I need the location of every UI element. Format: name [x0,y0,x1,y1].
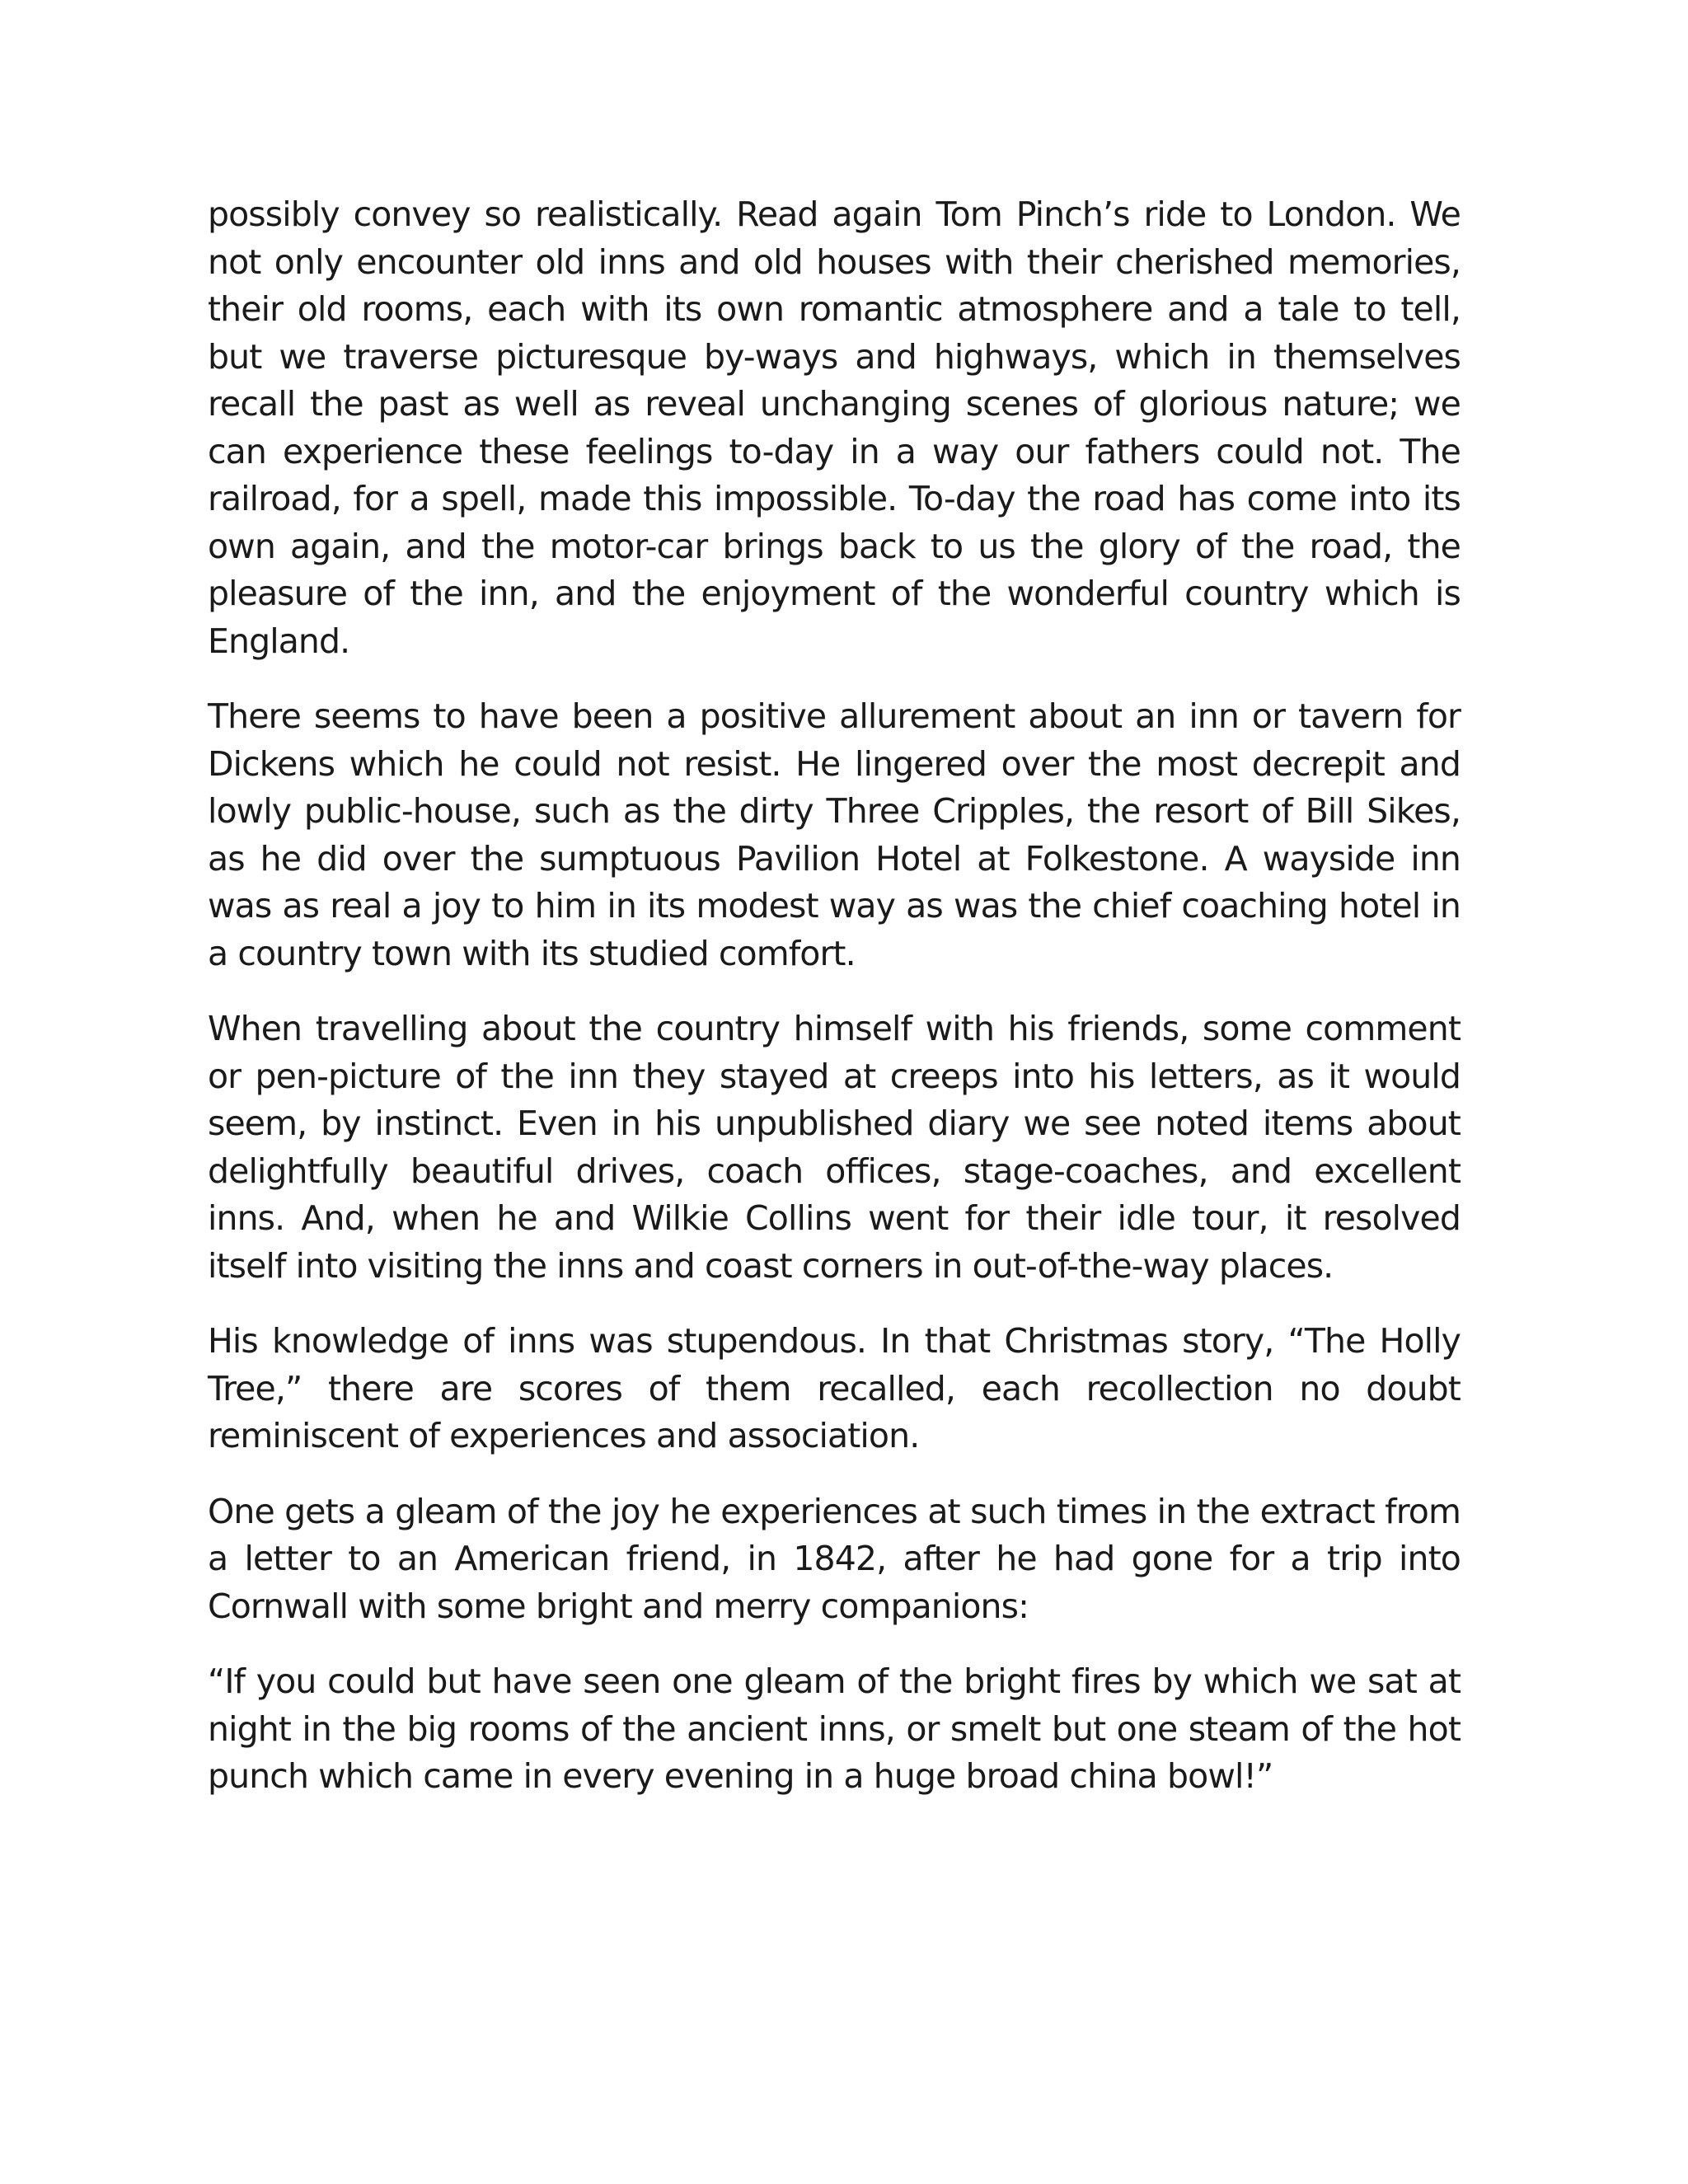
paragraph-3: When travelling about the country himself with his friends, some comment or pen-picture of the inn they stayed at creeps into his letters, as it would seem, by instinct. Even in his unpublished diary we see noted items about delightfully beautiful drives, coach offices, stage-coaches, and excellent inns. And, when he and Wilkie Collins went for their idle tour, it resolved itself into visiting the inns and coast corners in out-of-the-way places. [208,1009,1461,1286]
page-body [208,191,1461,1829]
paragraph-2: There seems to have been a positive allurement about an inn or tavern for Dickens which he could not resist. He lingered over the most decrepit and lowly public-house, such as the dirty Three Cripples, the resort of Bill Sikes, as he did over the sumptuous Pavilion Hotel at Folkestone. A wayside inn was as real a joy to him in its modest way as was the chief coaching hotel in a country town with its studied comfort. [208,696,1461,973]
quote-paragraph: “If you could but have seen one gleam of the bright fires by which we sat at night in the big rooms of the ancient inns, or smelt but one steam of the hot punch which came in every evening in a huge broad china bowl!” [208,1661,1461,1796]
paragraph-1: possibly convey so realistically. Read again Tom Pinch’s ride to London. We not only encounter old inns and old houses with their cherished memories, their old rooms, each with its own romantic atmosphere and a tale to tell, but we traverse picturesque by-ways and highways, which in themselves recall the past as well as reveal unchanging scenes of glorious nature; we can experience these feelings to-day in a way our fathers could not. The railroad, for a spell, made this impossible. To-day the road has come into its own again, and the motor-car brings back to us the glory of the road, the pleasure of the inn, and the enjoyment of the wonderful country which is England. [208,194,1461,661]
paragraph-5: One gets a gleam of the joy he experiences at such times in the extract from a letter to an American friend, in 1842, after he had gone for a trip into Cornwall with some bright and merry companions: [208,1491,1461,1626]
paragraph-4: His knowledge of inns was stupendous. In that Christmas story, “The Holly Tree,” there are scores of them recalled, each recollection no doubt reminiscent of experiences and association. [208,1321,1461,1455]
